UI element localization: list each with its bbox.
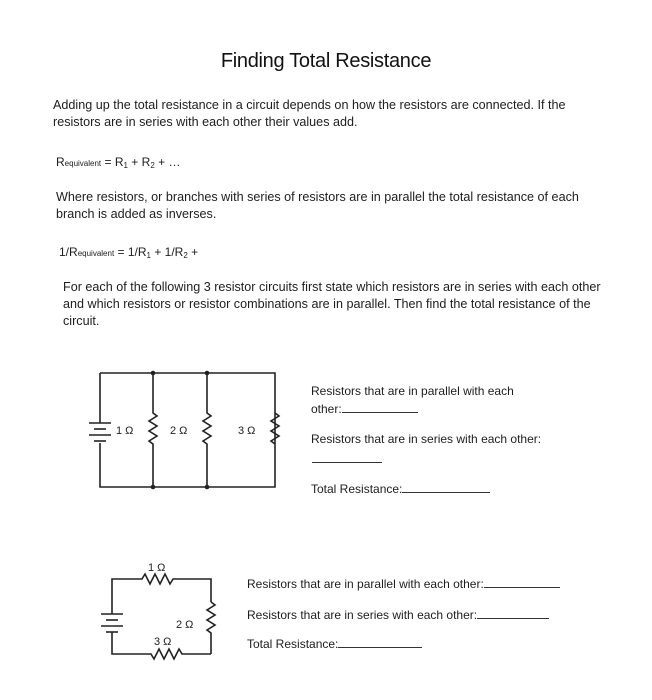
circuit-1-series-answer-blank[interactable]	[312, 450, 382, 463]
resistor-2-zigzag	[207, 602, 215, 654]
circuit-2-total-answer-blank[interactable]	[338, 635, 422, 648]
circuit-1-total-question: Total Resistance:	[311, 480, 490, 498]
circuit-1-parallel-answer-blank[interactable]	[342, 400, 418, 413]
circuit-1-total-answer-blank[interactable]	[402, 480, 490, 493]
junction-dot	[151, 485, 156, 490]
circuit-1-parallel-question: Resistors that are in parallel with each other:	[311, 384, 514, 416]
parallel-paragraph: Where resistors, or branches with series of resistors are in parallel the total resistance of each branch is added as inverses.	[56, 190, 579, 221]
resistor-1-zigzag	[149, 373, 157, 487]
page-title: Finding Total Resistance	[220, 50, 432, 72]
junction-dot	[205, 485, 210, 490]
series-formula: Requivalent = $R_1 + R_2$ + …	[56, 155, 181, 170]
instructions-paragraph: For each of the following 3 resistor circuits first state which resistors are in series with each other and which resistors or resistor combinations are in parallel. Then find the total resistance of the circuit.	[63, 280, 601, 328]
circuit-1-diagram	[80, 365, 290, 495]
parallel-formula: 1/Requivalent = $1/R_1 + 1/R_2$ +	[59, 245, 199, 260]
intro-paragraph: Adding up the total resistance in a circuit depends on how the resistors are connected. If the resistors are in series with each other their values add.	[53, 98, 566, 129]
circuit-2-parallel-question: Resistors that are in parallel with each other:	[247, 575, 560, 593]
circuit-2-parallel-answer-blank[interactable]	[484, 575, 560, 588]
junction-dot	[205, 371, 210, 376]
circuit-2-series-question: Resistors that are in series with each other:	[247, 606, 549, 624]
resistor-2-zigzag	[203, 373, 211, 487]
resistor-1-label: 1 Ω	[116, 425, 134, 437]
resistor-1-label: 1 Ω	[148, 562, 166, 574]
circuit-2-diagram	[96, 558, 226, 670]
circuit-2-total-question: Total Resistance:	[247, 635, 422, 653]
circuit-1-series-question: Resistors that are in series with each other:	[311, 432, 542, 446]
resistor-1-zigzag	[112, 574, 211, 602]
resistor-3-label: 3 Ω	[154, 636, 172, 648]
resistor-3-zigzag	[271, 413, 279, 444]
resistor-2-label: 2 Ω	[176, 619, 194, 631]
circuit-2-series-answer-blank[interactable]	[477, 606, 549, 619]
resistor-2-label: 2 Ω	[170, 425, 188, 437]
junction-dot	[151, 371, 156, 376]
resistor-3-label: 3 Ω	[238, 425, 256, 437]
